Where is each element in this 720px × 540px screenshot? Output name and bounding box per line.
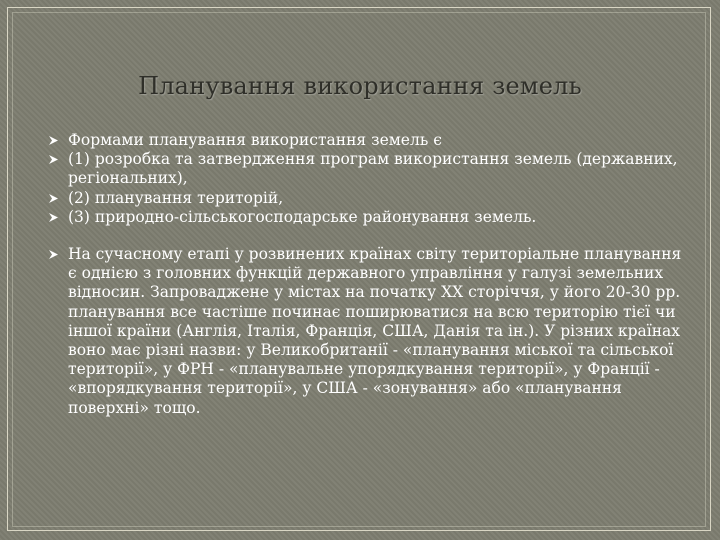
bullet-list bbox=[48, 131, 688, 227]
arrow-bullet-icon bbox=[48, 249, 59, 260]
bullet-text: (3) природно-сільськогосподарське районування земель. bbox=[68, 207, 537, 226]
arrow-bullet-icon bbox=[48, 193, 59, 204]
arrow-bullet-icon bbox=[48, 212, 59, 223]
bullet-text: (2) планування територій, bbox=[68, 188, 284, 207]
bullet-item bbox=[48, 150, 688, 188]
paragraph-list bbox=[48, 245, 688, 418]
slide-content bbox=[48, 131, 688, 418]
bullet-text: Формами планування використання земель є bbox=[68, 131, 442, 149]
bullet-item bbox=[48, 208, 688, 227]
paragraph-text: На сучасному етапі у розвинених країнах світу територіальне планування є однією з головних функцій державного управління у галузі земельних відносин. Запроваджене у містах на початку XX сторіччя, у його 20-30 рр. планування все частіше починає поширюватися на всю територію тієї чи іншої країни (Англія, Італія, Франція, США, Данія та ін.). У різних країнах воно має різні назви: у Великобританії - «планування міської та сільської території», у ФРН - «планувальне упорядкування території», у Франції - «впорядкування території», у США - «зонування» або «планування поверхні» тощо. bbox=[68, 245, 682, 417]
bullet-item bbox=[48, 131, 688, 150]
arrow-bullet-icon bbox=[48, 135, 59, 146]
arrow-bullet-icon bbox=[48, 154, 59, 165]
slide-title: Планування використання земель bbox=[138, 72, 582, 100]
bullet-item bbox=[48, 189, 688, 208]
bullet-text: (1) розробка та затвердження програм використання земель (державних, регіональних), bbox=[68, 150, 678, 188]
paragraph-item bbox=[48, 245, 688, 418]
